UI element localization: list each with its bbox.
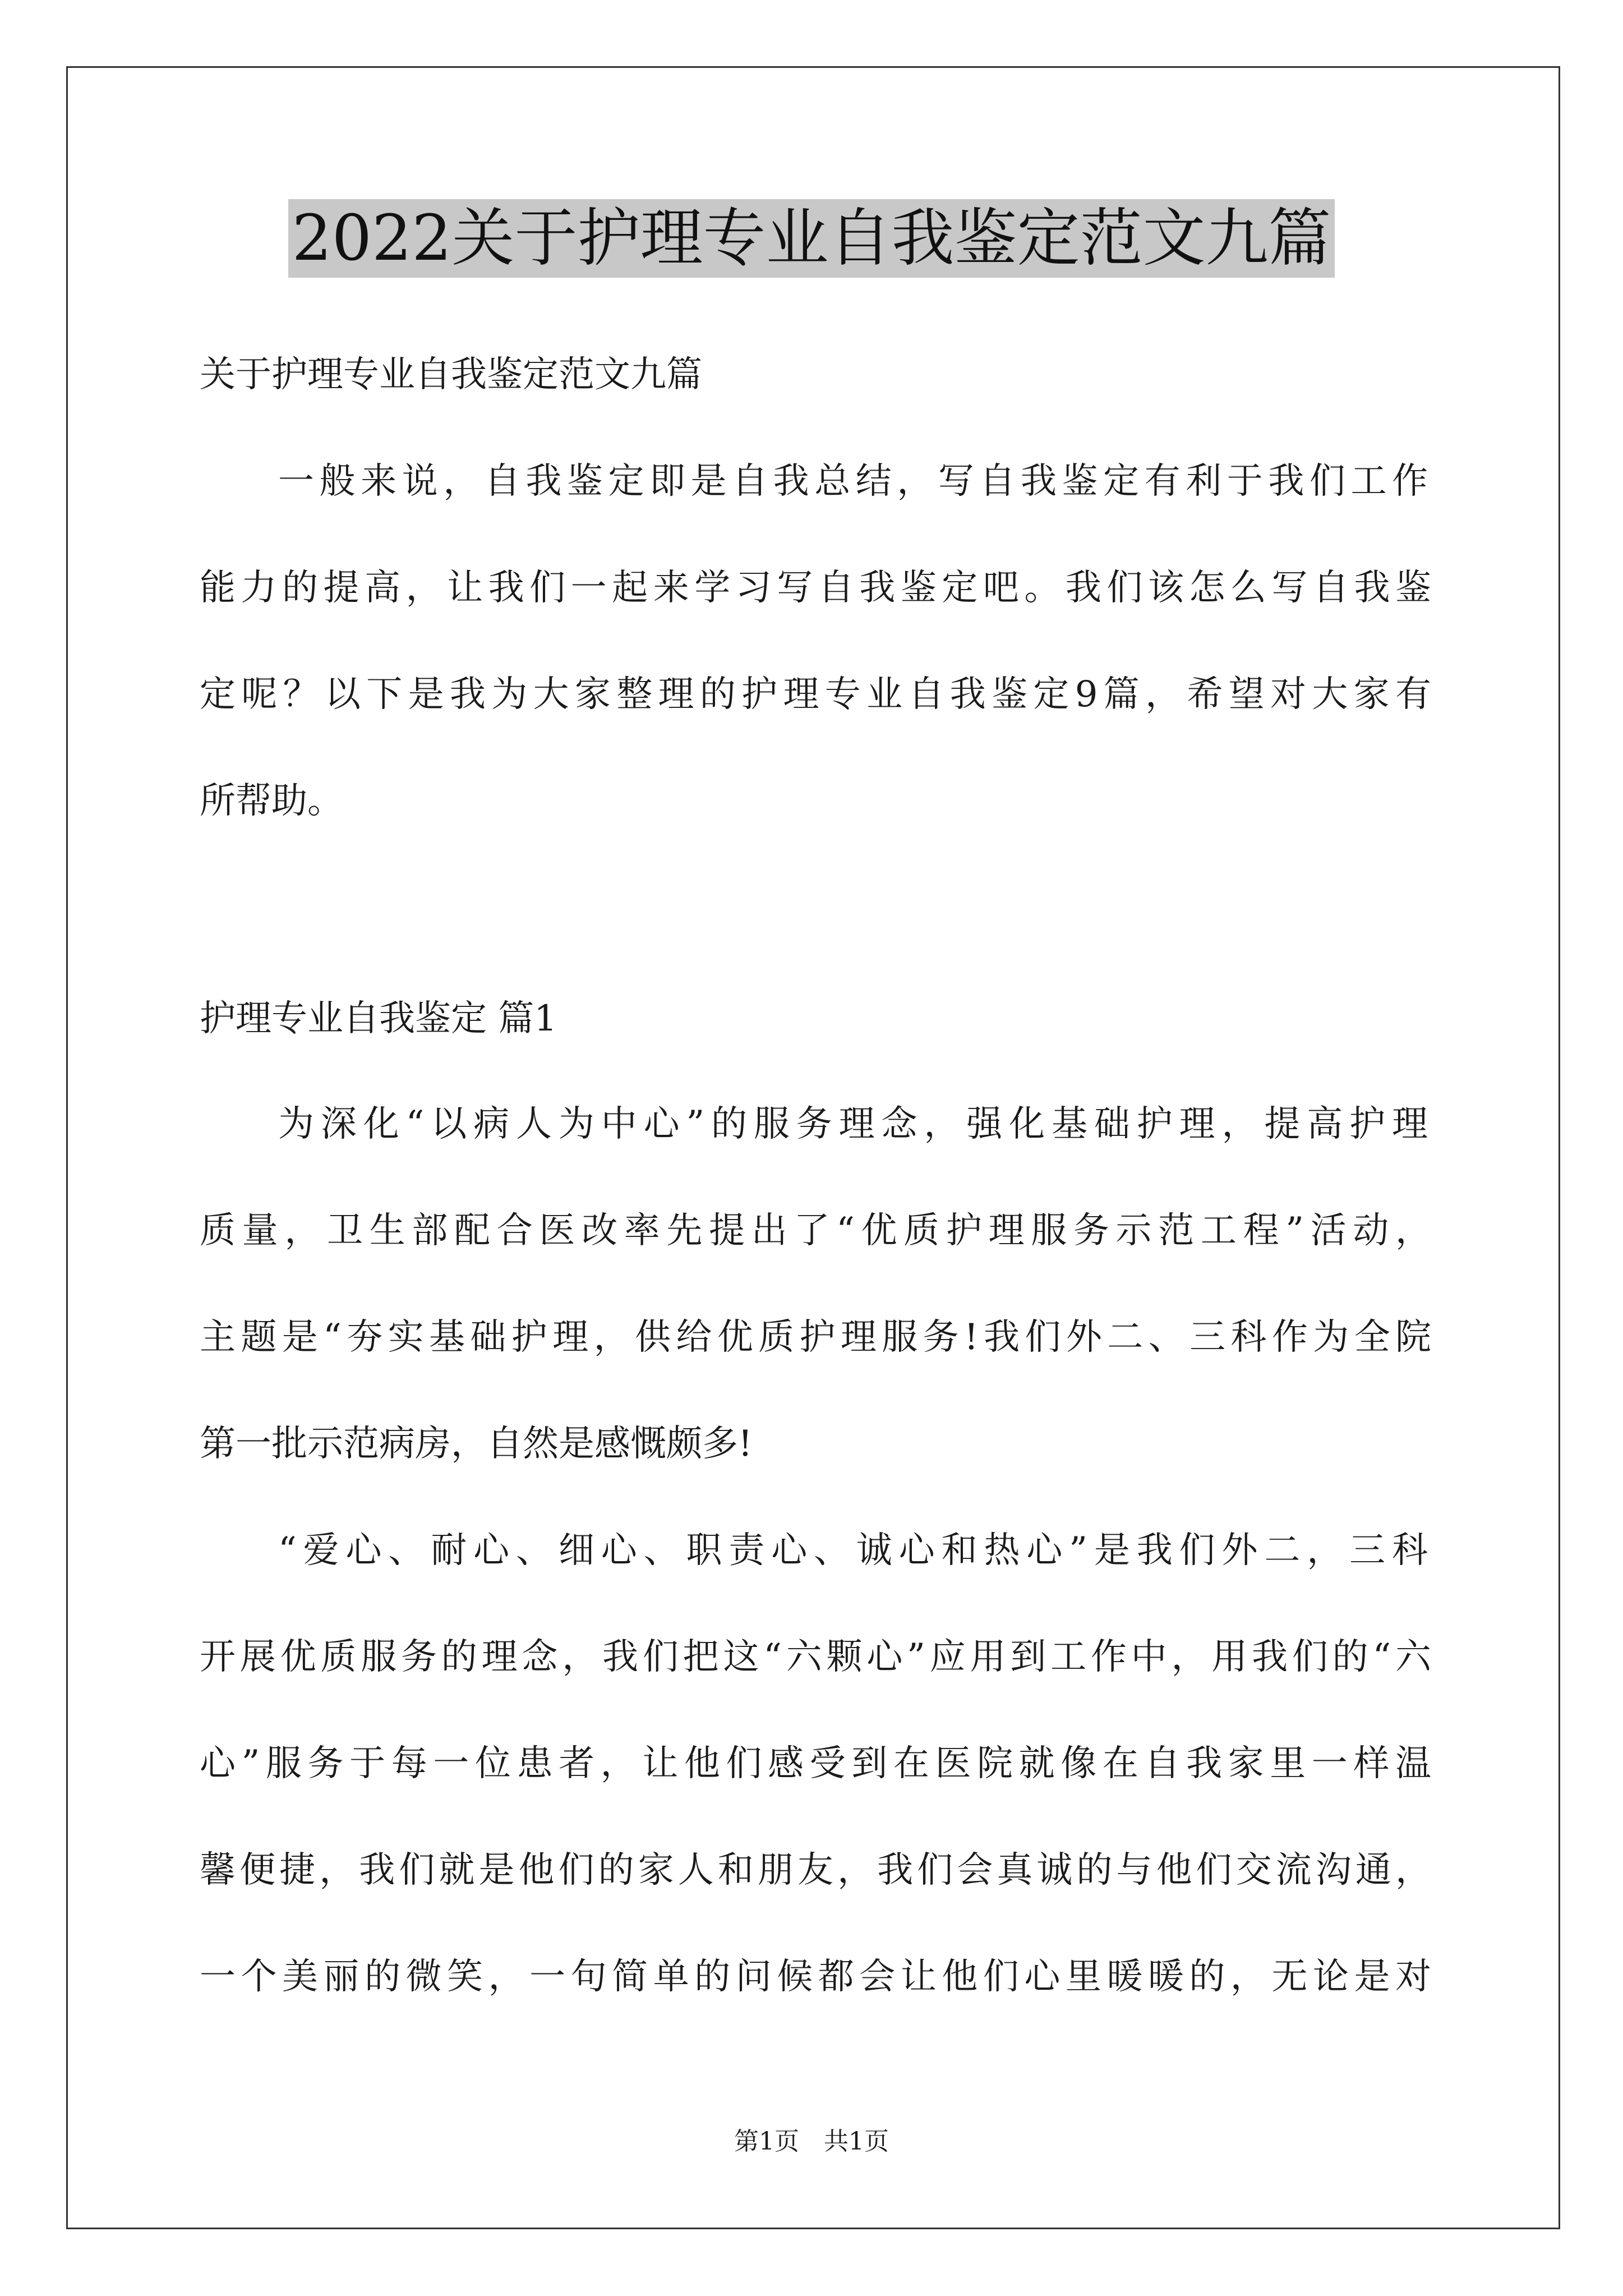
paragraph1-line-4: 第一批示范病房，自然是感慨颇多! (200, 1423, 753, 1465)
paragraph2-line-5: 一个美丽的微笑，一句简单的问候都会让他们心里暖暖的，无论是对 (200, 1956, 1431, 1998)
document-subtitle: 关于护理专业自我鉴定范文九篇 (200, 354, 702, 395)
title-container (0, 199, 1623, 278)
intro-line-2: 能力的提高，让我们一起来学习写自我鉴定吧。我们该怎么写自我鉴 (200, 567, 1431, 609)
intro-line-3: 定呢？以下是我为大家整理的护理专业自我鉴定9篇，希望对大家有 (200, 674, 1431, 715)
intro-line-1: 一般来说，自我鉴定即是自我总结，写自我鉴定有利于我们工作 (278, 461, 1428, 502)
paragraph2-line-1: “爱心、耐心、细心、职责心、诚心和热心”是我们外二，三科 (278, 1530, 1428, 1571)
paragraph2-line-4: 馨便捷，我们就是他们的家人和朋友，我们会真诚的与他们交流沟通， (200, 1849, 1431, 1891)
section-heading: 护理专业自我鉴定 篇1 (200, 998, 557, 1039)
paragraph2-line-3: 心”服务于每一位患者，让他们感受到在医院就像在自我家里一样温 (200, 1743, 1431, 1784)
intro-line-4: 所帮助。 (200, 780, 343, 822)
document-title: 2022关于护理专业自我鉴定范文九篇 (288, 199, 1334, 278)
paragraph2-line-2: 开展优质服务的理念，我们把这“六颗心”应用到工作中，用我们的“六 (200, 1636, 1431, 1678)
paragraph1-line-2: 质量，卫生部配合医改率先提出了“优质护理服务示范工程”活动， (200, 1210, 1431, 1251)
page-footer: 第1页 共1页 (734, 2127, 889, 2156)
paragraph1-line-1: 为深化“以病人为中心”的服务理念，强化基础护理，提高护理 (278, 1103, 1428, 1145)
paragraph1-line-3: 主题是“夯实基础护理，供给优质护理服务!我们外二、三科作为全院 (200, 1317, 1431, 1358)
